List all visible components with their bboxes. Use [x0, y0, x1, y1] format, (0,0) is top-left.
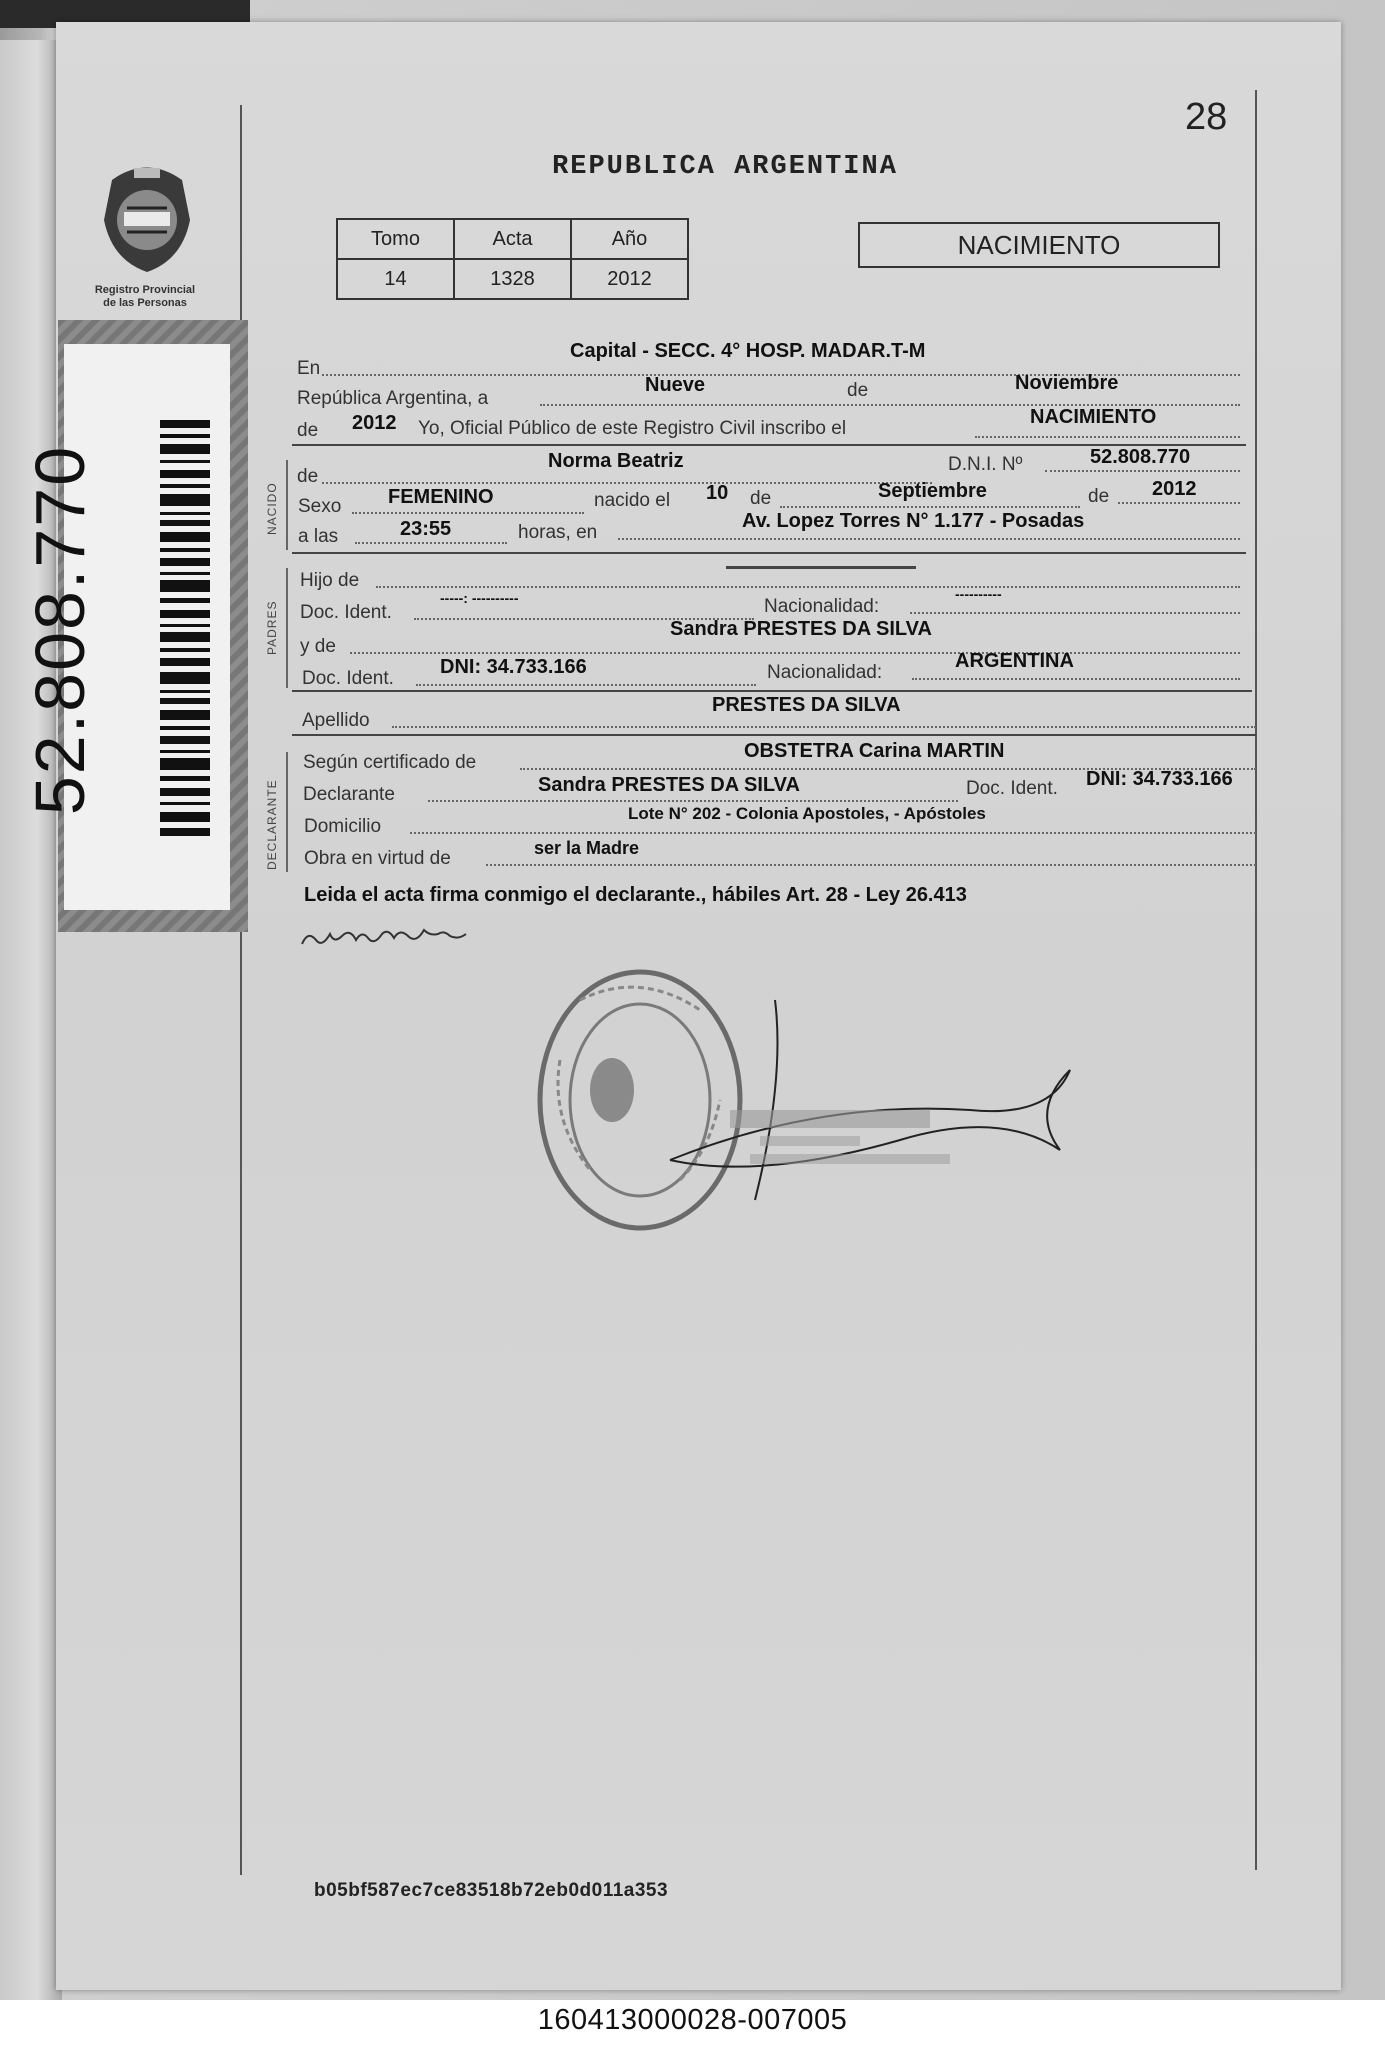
birth-year-value: 2012	[1152, 478, 1197, 500]
section-rule	[292, 734, 1256, 736]
domicilio-label: Domicilio	[304, 816, 382, 837]
dotted-line	[410, 832, 1256, 834]
declarant-signature	[296, 916, 516, 956]
document-hash: b05bf587ec7ce83518b72eb0d011a353	[314, 1880, 669, 1901]
mother-nationality-value: ARGENTINA	[955, 650, 1074, 672]
declarante-label: Declarante	[303, 784, 395, 805]
dotted-line	[912, 678, 1240, 680]
de-label: de	[297, 466, 319, 487]
y-de-label: y de	[300, 636, 336, 657]
sexo-value: FEMENINO	[388, 486, 494, 508]
closing-statement: Leida el acta firma conmigo el declarante., hábiles Art. 28 - Ley 26.413	[304, 884, 967, 906]
registry-table	[336, 218, 689, 300]
dotted-line	[975, 436, 1240, 438]
birth-place-value: Av. Lopez Torres N° 1.177 - Posadas	[742, 510, 1085, 532]
dni-value: 52.808.770	[1090, 446, 1191, 468]
logo-caption-line2: de las Personas	[103, 297, 187, 309]
birth-day-value: 10	[706, 482, 729, 504]
dotted-line	[392, 726, 1256, 728]
year-value: 2012	[352, 412, 397, 434]
day-value: Nueve	[645, 374, 706, 396]
document-title: REPUBLICA ARGENTINA	[552, 152, 898, 182]
section-bracket	[286, 752, 288, 872]
de-label: de	[297, 420, 319, 441]
child-name-value: Norma Beatriz	[548, 450, 684, 472]
dotted-line	[352, 512, 584, 514]
father-doc-label: Doc. Ident.	[300, 602, 392, 623]
sexo-label: Sexo	[298, 496, 342, 517]
dotted-line	[1045, 470, 1240, 472]
de-label: de	[750, 488, 772, 509]
certificado-value: OBSTETRA Carina MARTIN	[744, 740, 1005, 762]
dotted-line	[428, 800, 958, 802]
dotted-line	[486, 864, 1256, 866]
registry-value-row	[337, 259, 688, 299]
en-value: Capital - SECC. 4° HOSP. MADAR.T-M	[570, 340, 926, 362]
father-doc-value: -----: ----------	[440, 590, 519, 606]
birth-month-value: Septiembre	[878, 480, 987, 502]
mother-name-value: Sandra PRESTES DA SILVA	[670, 618, 932, 640]
father-nationality-label: Nacionalidad:	[764, 596, 880, 617]
dni-label: D.N.I. Nº	[948, 454, 1023, 475]
registry-value-acta: 1328	[454, 259, 571, 299]
dotted-line	[376, 586, 1240, 588]
page-number: 28	[1185, 96, 1228, 138]
nacido-el-label: nacido el	[594, 490, 671, 511]
father-nationality-value: ----------	[955, 586, 1002, 602]
footer-code: 160413000028-007005	[537, 2004, 848, 2036]
section-bracket	[286, 568, 288, 688]
dotted-line	[618, 538, 1240, 540]
declarante-value: Sandra PRESTES DA SILVA	[538, 774, 800, 796]
section-rule	[292, 690, 1252, 692]
certificado-label: Según certificado de	[303, 752, 477, 773]
hijo-de-label: Hijo de	[300, 570, 360, 591]
father-name-blank	[726, 566, 916, 569]
sticker-number: 52.808.770	[21, 444, 99, 816]
apellido-label: Apellido	[302, 710, 370, 731]
official-seal-with-signature-icon	[520, 960, 1080, 1260]
de-label: de	[1088, 486, 1110, 507]
apellido-value: PRESTES DA SILVA	[712, 694, 901, 716]
logo-caption	[70, 284, 220, 310]
dotted-line	[1118, 502, 1240, 504]
time-value: 23:55	[400, 518, 452, 540]
side-label-declarante: DECLARANTE	[265, 779, 279, 870]
registry-value-ano: 2012	[571, 259, 688, 299]
declarante-doc-label: Doc. Ident.	[966, 778, 1058, 799]
dotted-line	[355, 542, 507, 544]
horas-en-label: horas, en	[518, 522, 598, 543]
registry-header-acta: Acta	[454, 219, 571, 259]
mother-doc-label: Doc. Ident.	[302, 668, 394, 689]
a-las-label: a las	[298, 526, 339, 547]
mother-doc-value: DNI: 34.733.166	[440, 656, 587, 678]
dotted-line	[910, 612, 1240, 614]
dotted-line	[322, 482, 932, 484]
side-label-padres: PADRES	[265, 600, 279, 655]
dotted-line	[416, 684, 756, 686]
mother-nationality-label: Nacionalidad:	[767, 662, 883, 683]
obra-label: Obra en virtud de	[304, 848, 451, 869]
en-label: En	[297, 358, 321, 379]
dotted-line	[780, 506, 1080, 508]
section-bracket	[286, 460, 288, 550]
declarante-doc-value: DNI: 34.733.166	[1086, 768, 1233, 790]
record-type-box: NACIMIENTO	[858, 222, 1220, 268]
registry-header-row	[337, 219, 688, 259]
barcode-icon	[160, 420, 210, 840]
logo-caption-line1: Registro Provincial	[94, 284, 196, 296]
registry-header-tomo: Tomo	[337, 219, 454, 259]
right-margin-line	[1255, 90, 1257, 1870]
book-left-page-edge	[0, 40, 62, 2000]
registry-header-ano: Año	[571, 219, 688, 259]
officer-text: Yo, Oficial Público de este Registro Civil inscribo el	[418, 418, 847, 439]
side-label-nacido: NACIDO	[265, 482, 279, 535]
domicilio-value: Lote N° 202 - Colonia Apostoles, - Apóstoles	[628, 804, 986, 823]
month-value: Noviembre	[1015, 372, 1119, 394]
republica-label: República Argentina, a	[297, 388, 489, 409]
obra-value: ser la Madre	[534, 838, 640, 858]
dotted-line	[350, 652, 1240, 654]
de-label: de	[847, 380, 869, 401]
registry-value-tomo: 14	[337, 259, 454, 299]
act-value: NACIMIENTO	[1030, 406, 1157, 428]
section-rule	[292, 552, 1246, 554]
